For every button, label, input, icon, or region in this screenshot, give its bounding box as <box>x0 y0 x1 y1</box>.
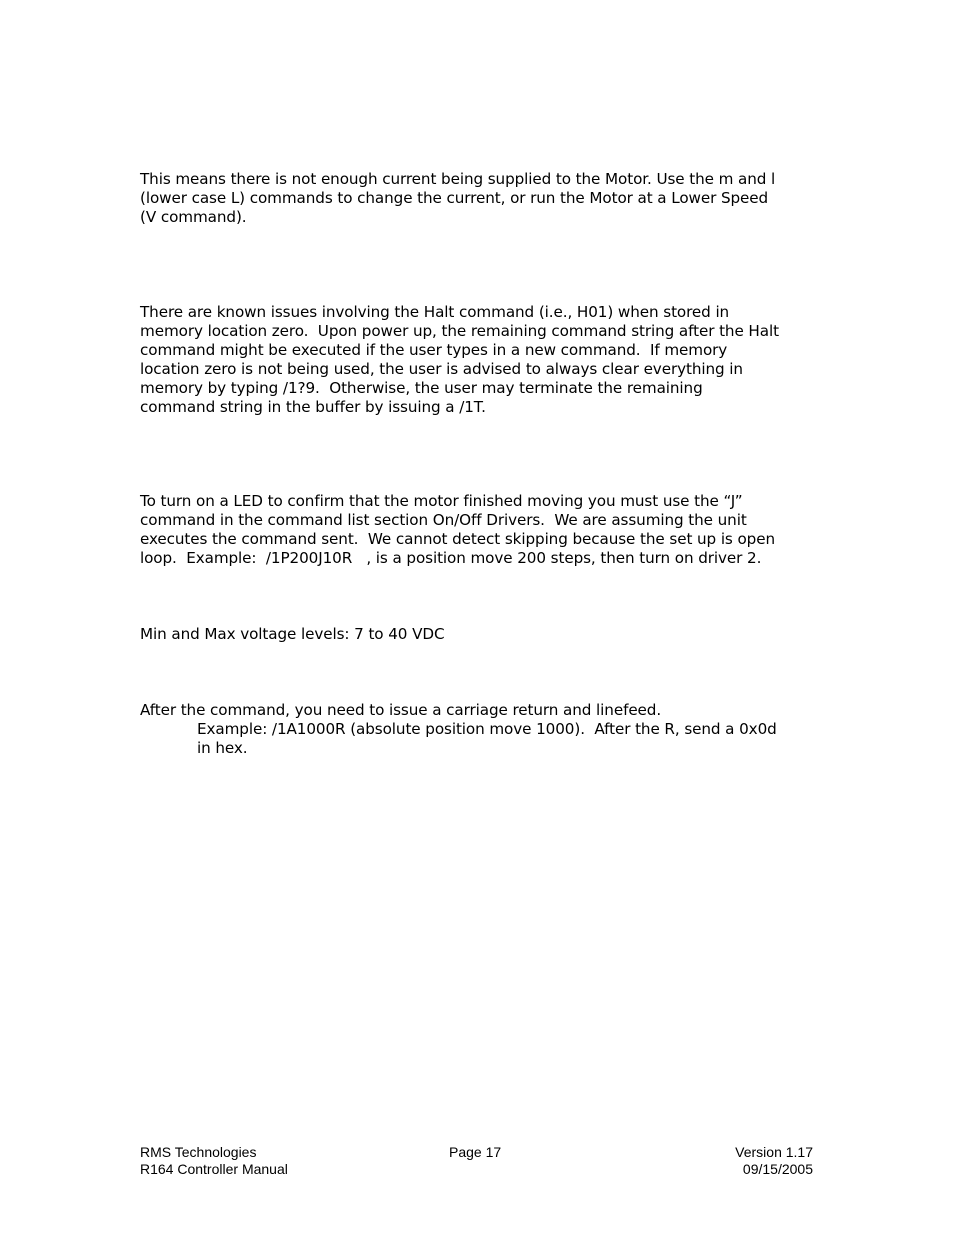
footer-page-number: Page 17 <box>449 1144 502 1160</box>
text-line: This means there is not enough current being supplied to the Motor. Use the m and l <box>140 170 776 188</box>
example-line: Example: /1A1000R (absolute position move 1000). After the R, send a 0x0d <box>197 720 777 738</box>
paragraph-carriage-return <box>140 701 820 758</box>
text-line: command in the command list section On/Off Drivers. We are assuming the unit <box>140 511 747 529</box>
footer-right <box>735 1144 813 1178</box>
text-line: (V command). <box>140 208 247 226</box>
footer-version: Version 1.17 <box>735 1144 813 1160</box>
footer-manual-title: R164 Controller Manual <box>140 1161 288 1177</box>
paragraph-current-issue <box>140 170 820 227</box>
text-line: location zero is not being used, the user is advised to always clear everything in <box>140 360 743 378</box>
footer-date: 09/15/2005 <box>742 1161 813 1177</box>
text-line: memory by typing /1?9. Otherwise, the user may terminate the remaining <box>140 379 703 397</box>
text-line: There are known issues involving the Halt command (i.e., H01) when stored in <box>140 303 730 321</box>
text-line: To turn on a LED to confirm that the motor finished moving you must use the “J” <box>140 492 743 510</box>
paragraph-led-confirm <box>140 492 820 568</box>
text-line: executes the command sent. We cannot detect skipping because the set up is open <box>140 530 775 548</box>
text-line: loop. Example: /1P200J10R , is a position move 200 steps, then turn on driver 2. <box>140 549 762 567</box>
text-line: After the command, you need to issue a carriage return and linefeed. <box>140 701 662 719</box>
text-line: command might be executed if the user types in a new command. If memory <box>140 341 728 359</box>
footer-center <box>449 1144 501 1161</box>
text-line: memory location zero. Upon power up, the remaining command string after the Halt <box>140 322 779 340</box>
example-line: in hex. <box>197 739 248 757</box>
footer-company: RMS Technologies <box>140 1144 257 1160</box>
text-line: command string in the buffer by issuing a /1T. <box>140 398 486 416</box>
text-line: (lower case L) commands to change the current, or run the Motor at a Lower Speed <box>140 189 769 207</box>
paragraph-halt-command <box>140 303 820 417</box>
text-line: Min and Max voltage levels: 7 to 40 VDC <box>140 625 445 643</box>
footer-left <box>140 1144 288 1178</box>
paragraph-voltage-levels <box>140 625 820 644</box>
